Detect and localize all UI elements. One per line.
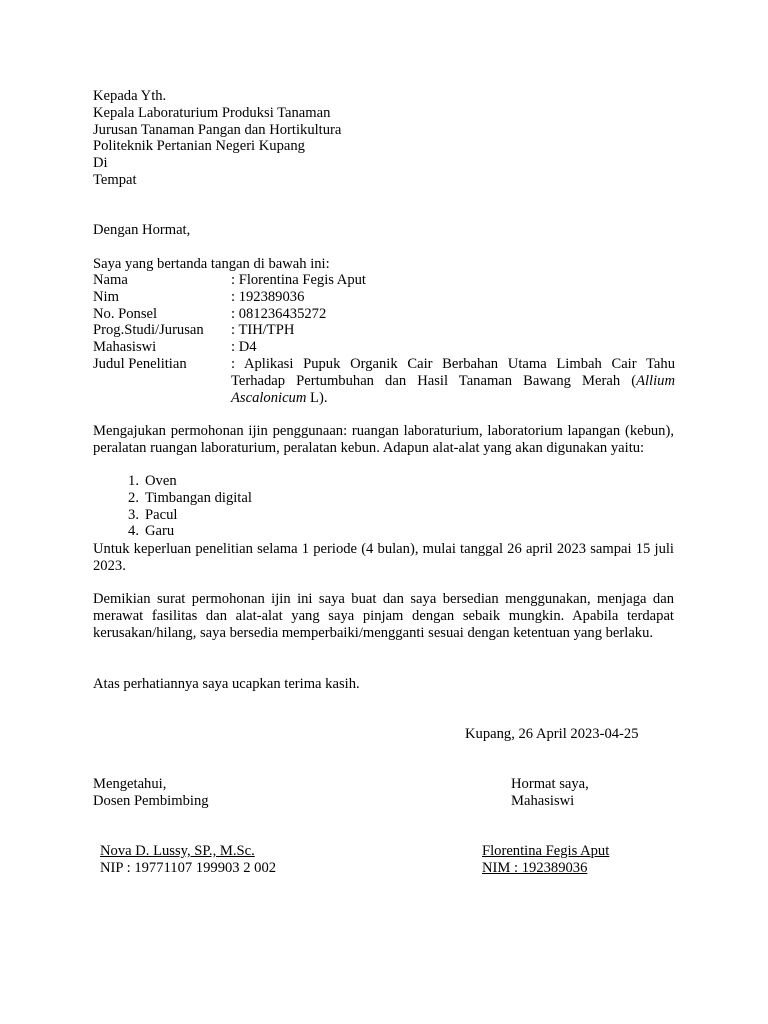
field-row-ponsel <box>93 306 675 323</box>
field-value: : D4 <box>231 339 257 356</box>
field-value-title <box>231 356 675 406</box>
field-label: No. Ponsel <box>93 305 158 322</box>
recipient-line: Di <box>93 155 108 172</box>
field-value: : Florentina Fegis Aput <box>231 272 366 288</box>
field-label: Nim <box>93 288 119 305</box>
request-paragraph: Mengajukan permohonan ijin penggunaan: ruangan laboraturium, laboratorium lapangan (kebun), peralatan ruangan laboraturium, peralatan kebun. Adapun alat-alat yang akan digunakan yaitu: <box>93 423 674 456</box>
signature-role: Dosen Pembimbing <box>93 792 209 809</box>
recipient-line: Politeknik Pertanian Negeri Kupang <box>93 138 305 155</box>
list-number: 2. <box>128 489 139 506</box>
statement-paragraph: Demikian surat permohonan ijin ini saya buat dan saya bersedian menggunakan, menjaga dan merawat fasilitas dan alat-alat yang saya pinjam dengan sebaik mungkin. Apabila terdapat kerusakan/hilang, saya bersedia memperbaiki/mengganti sesuai dengan ketentuan yang berlaku. <box>93 591 674 641</box>
list-number: 3. <box>128 506 139 523</box>
recipient-line: Kepada Yth. <box>93 88 167 104</box>
place-date: Kupang, 26 April 2023-04-25 <box>465 726 639 742</box>
list-text: Pacul <box>145 506 178 523</box>
advisor-signature-header <box>93 776 209 810</box>
signature-line: Mengetahui, <box>93 776 167 792</box>
field-value: : 081236435272 <box>231 305 327 322</box>
field-label: Judul Penelitian <box>93 355 187 372</box>
field-label: Mahasiswi <box>93 339 157 356</box>
signer-name: Nova D. Lussy, SP., M.Sc. <box>100 843 255 859</box>
list-item <box>93 507 252 524</box>
list-text: Oven <box>145 473 177 489</box>
list-text: Garu <box>145 523 175 540</box>
intro-text: Saya yang bertanda tangan di bawah ini: <box>93 256 330 272</box>
recipient-line: Tempat <box>93 171 137 188</box>
greeting: Dengan Hormat, <box>93 222 191 238</box>
advisor-signature-name <box>100 843 276 877</box>
field-row-nama <box>93 272 675 289</box>
period-paragraph: Untuk keperluan penelitian selama 1 periode (4 bulan), mulai tanggal 26 april 2023 sampai 15 juli 2023. <box>93 541 674 574</box>
recipient-block <box>93 88 673 189</box>
list-number: 1. <box>128 473 139 489</box>
title-text: : Aplikasi Pupuk Organik Cair Berbahan Utama Limbah Cair Tahu Terhadap Pertumbuhan dan Hasil Tanaman Bawang Merah ( <box>231 355 675 389</box>
list-number: 4. <box>128 523 139 540</box>
list-item <box>93 473 252 490</box>
field-row-mahasiswi <box>93 339 675 356</box>
student-signature-header <box>511 776 589 810</box>
field-row-prodi <box>93 322 675 339</box>
closing-text: Atas perhatiannya saya ucapkan terima kasih. <box>93 676 360 692</box>
identity-fields <box>93 272 675 406</box>
list-item <box>93 523 252 540</box>
field-label: Prog.Studi/Jurusan <box>93 322 204 339</box>
recipient-line: Kepala Laboraturium Produksi Tanaman <box>93 104 331 121</box>
list-item <box>93 490 252 507</box>
field-label: Nama <box>93 272 128 288</box>
signer-id: NIM : 192389036 <box>482 859 588 876</box>
title-text-end: L). <box>306 389 328 406</box>
field-row-judul <box>93 356 675 406</box>
signature-line: Hormat saya, <box>511 776 589 792</box>
species-name: Allium Ascalonicum <box>231 372 675 406</box>
field-row-nim <box>93 289 675 306</box>
recipient-line: Jurusan Tanaman Pangan dan Hortikultura <box>93 121 342 138</box>
field-value: : TIH/TPH <box>231 322 295 339</box>
field-value: : 192389036 <box>231 288 305 305</box>
tools-list <box>93 473 252 540</box>
signer-name: Florentina Fegis Aput <box>482 843 610 859</box>
signer-id: NIP : 19771107 199903 2 002 <box>100 859 277 876</box>
signature-role: Mahasiswi <box>511 792 575 809</box>
student-signature-name <box>482 843 609 877</box>
list-text: Timbangan digital <box>145 489 252 506</box>
